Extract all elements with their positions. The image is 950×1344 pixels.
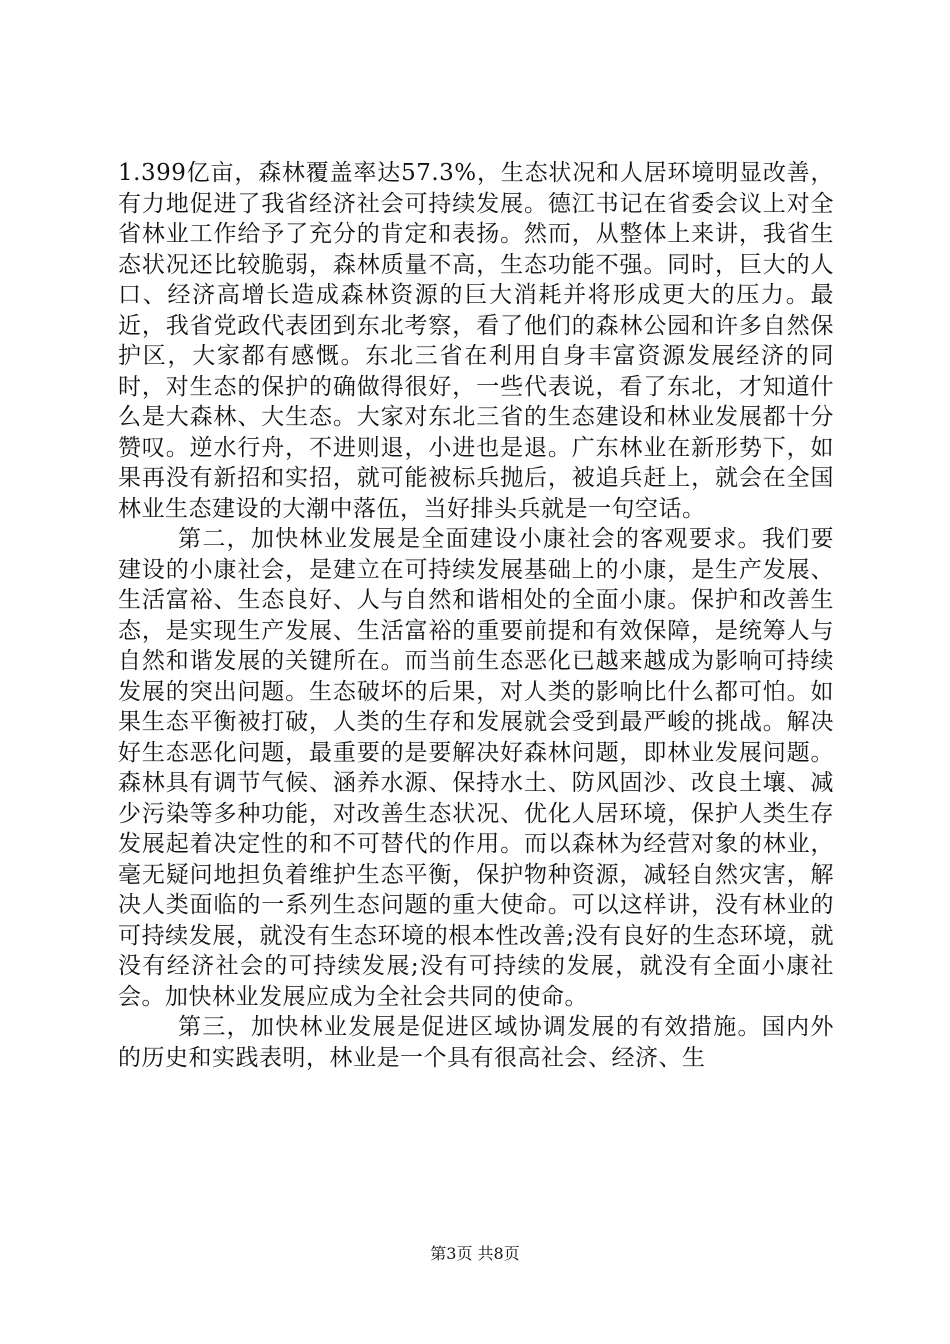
document-body [118, 158, 834, 1073]
paragraph-second-point: 第二，加快林业发展是全面建设小康社会的客观要求。我们要建设的小康社会，是建立在可持续发展基础上的小康，是生产发展、生活富裕、生态良好、人与自然和谐相处的全面小康。保护和改善生态，是实现生产发展、生活富裕的重要前提和有效保障，是统筹人与自然和谐发展的关键所在。而当前生态恶化已越来越成为影响可持续发展的突出问题。生态破坏的后果，对人类的影响比什么都可怕。如果生态平衡被打破，人类的生存和发展就会受到最严峻的挑战。解决好生态恶化问题，最重要的是要解决好森林问题，即林业发展问题。森林具有调节气候、涵养水源、保持水土、防风固沙、改良土壤、减少污染等多种功能，对改善生态状况、优化人居环境，保护人类生存发展起着决定性的和不可替代的作用。而以森林为经营对象的林业，毫无疑问地担负着维护生态平衡，保护物种资源，减轻自然灾害，解决人类面临的一系列生态问题的重大使命。可以这样讲，没有林业的可持续发展，就没有生态环境的根本性改善;没有良好的生态环境，就没有经济社会的可持续发展;没有可持续的发展，就没有全面小康社会。加快林业发展应成为全社会共同的使命。 [118, 526, 834, 1010]
page-number-footer: 第3页 共8页 [430, 1244, 520, 1263]
paragraph-third-point: 第三，加快林业发展是促进区域协调发展的有效措施。国内外的历史和实践表明，林业是一个具有很高社会、经济、生 [118, 1014, 834, 1071]
paragraph-forest-coverage: 1.399亿亩，森林覆盖率达57.3%，生态状况和人居环境明显改善，有力地促进了我省经济社会可持续发展。德江书记在省委会议上对全省林业工作给予了充分的肯定和表扬。然而，从整体上来讲，我省生态状况还比较脆弱，森林质量不高，生态功能不强。同时，巨大的人口、经济高增长造成森林资源的巨大消耗并将形成更大的压力。最近，我省党政代表团到东北考察，看了他们的森林公园和许多自然保护区，大家都有感慨。东北三省在利用自身丰富资源发展经济的同时，对生态的保护的确做得很好，一些代表说，看了东北，才知道什么是大森林、大生态。大家对东北三省的生态建设和林业发展都十分赞叹。逆水行舟，不进则退，小进也是退。广东林业在新形势下，如果再没有新招和实招，就可能被标兵抛后，被追兵赶上，就会在全国林业生态建设的大潮中落伍，当好排头兵就是一句空话。 [118, 160, 834, 522]
